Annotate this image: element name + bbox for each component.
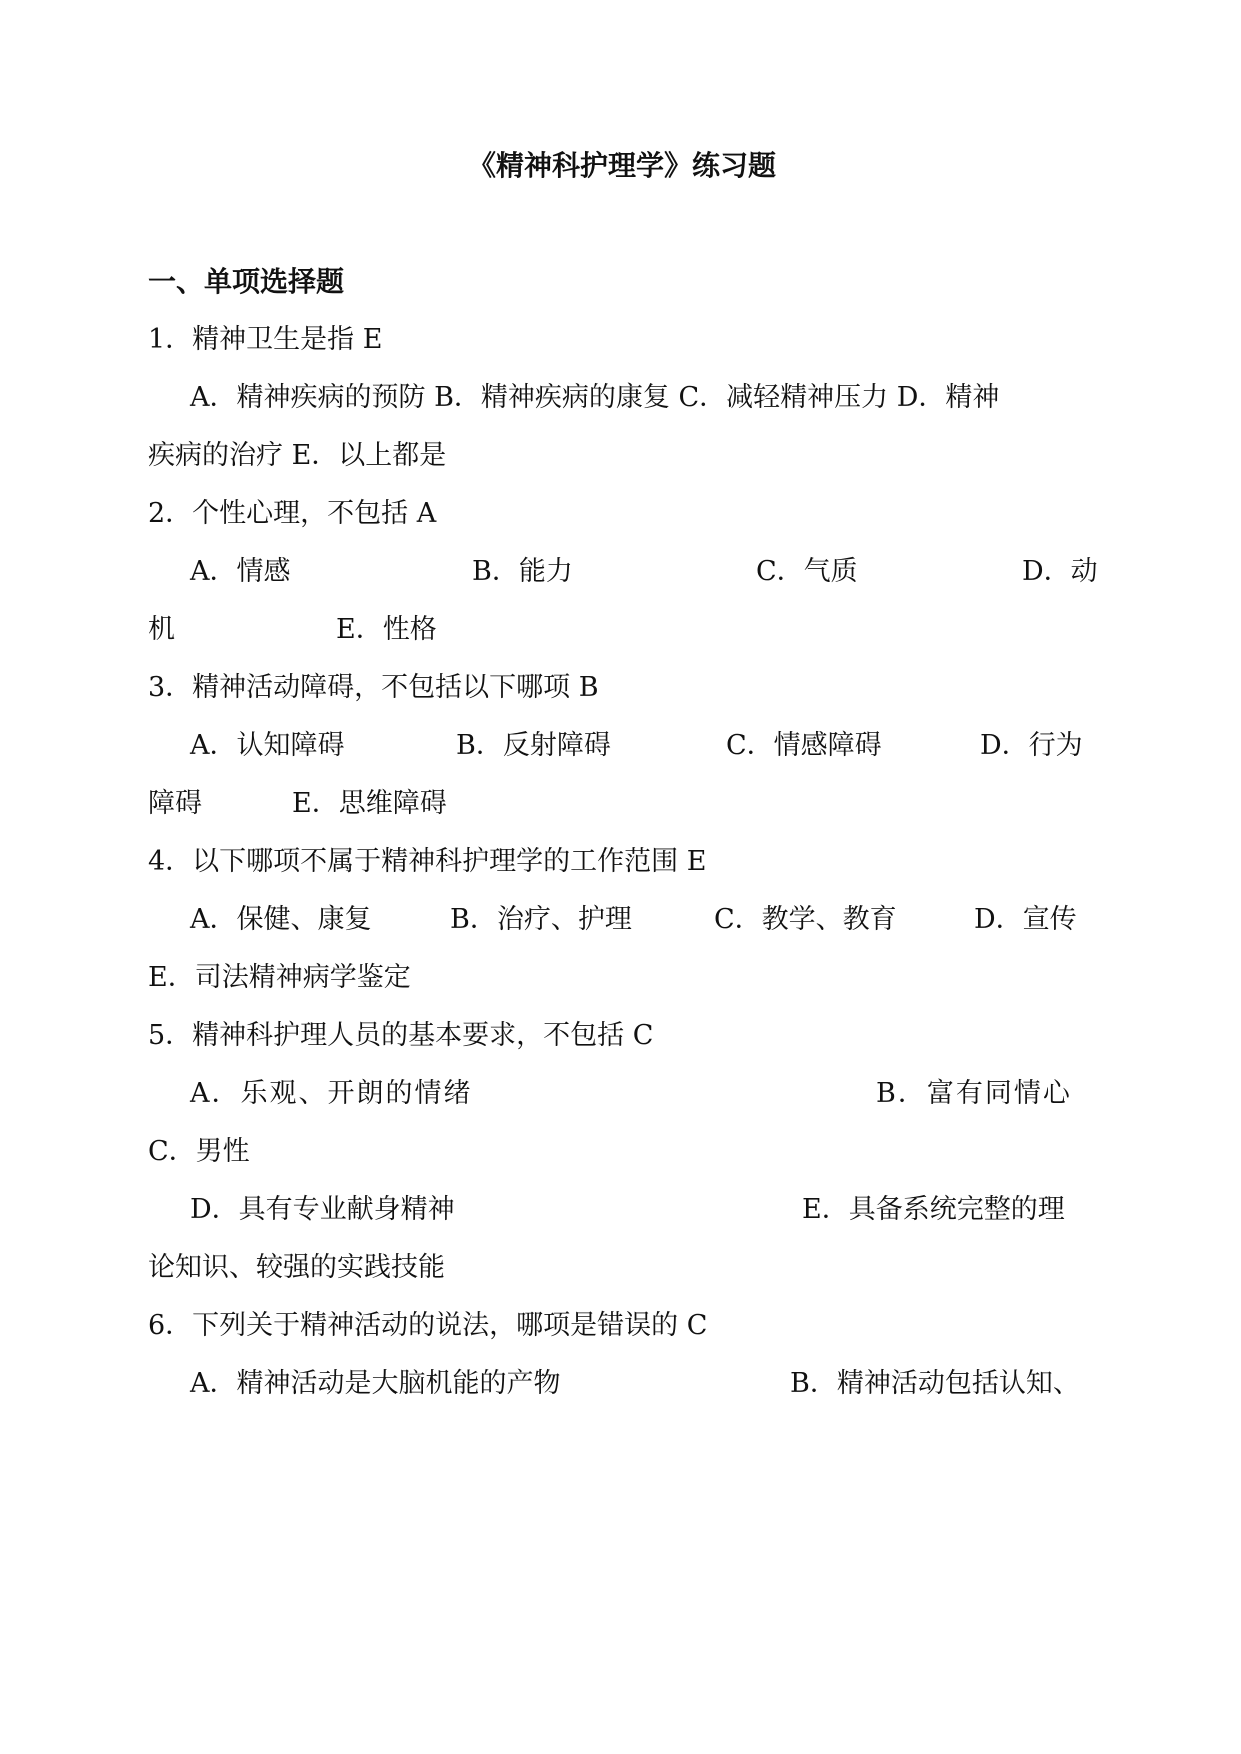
option-4e: E．司法精神病学鉴定: [148, 962, 411, 993]
option-2d-part-2: 机: [148, 614, 175, 645]
section-heading: 一、单项选择题: [148, 265, 345, 298]
option-5e-part-2: 论知识、较强的实践技能: [148, 1252, 445, 1283]
option-5d: D．具有专业献身精神: [190, 1194, 455, 1225]
option-2a: A．情感: [190, 556, 291, 587]
option-5b: B．富有同情心: [876, 1078, 1072, 1109]
option-5c: C．男性: [148, 1136, 250, 1167]
option-3b: B．反射障碍: [456, 730, 611, 761]
question-1-stem: 1．精神卫生是指 E: [148, 324, 383, 355]
option-2e: E．性格: [336, 614, 437, 645]
option-3d-part-1: D．行为: [980, 730, 1083, 761]
option-4c: C．教学、教育: [714, 904, 897, 935]
question-5-stem: 5．精神科护理人员的基本要求，不包括 C: [148, 1020, 654, 1051]
option-3d-part-2: 障碍: [148, 788, 202, 819]
question-1-options-line-2: 疾病的治疗 E．以上都是: [148, 440, 447, 471]
option-3c: C．情感障碍: [726, 730, 882, 761]
option-6a: A．精神活动是大脑机能的产物: [190, 1368, 561, 1399]
question-1-options-line-1: A．精神疾病的预防 B．精神疾病的康复 C．减轻精神压力 D．精神: [190, 382, 1000, 413]
question-2-stem: 2．个性心理，不包括 A: [148, 498, 437, 529]
option-2c: C．气质: [756, 556, 858, 587]
question-6-stem: 6．下列关于精神活动的说法，哪项是错误的 C: [148, 1310, 708, 1341]
option-2b: B．能力: [472, 556, 573, 587]
question-4-stem: 4．以下哪项不属于精神科护理学的工作范围 E: [148, 846, 707, 877]
page-title: 《精神科护理学》练习题: [468, 149, 777, 182]
option-6b-part-1: B．精神活动包括认知、: [790, 1368, 1080, 1399]
option-3e: E．思维障碍: [292, 788, 447, 819]
option-5e-part-1: E．具备系统完整的理: [802, 1194, 1065, 1225]
option-4d: D．宣传: [974, 904, 1077, 935]
option-5a: A．乐观、开朗的情绪: [190, 1078, 473, 1109]
option-3a: A．认知障碍: [190, 730, 345, 761]
question-3-stem: 3．精神活动障碍，不包括以下哪项 B: [148, 672, 599, 703]
option-4a: A．保健、康复: [190, 904, 372, 935]
option-2d-part-1: D．动: [1022, 556, 1098, 587]
option-4b: B．治疗、护理: [450, 904, 632, 935]
